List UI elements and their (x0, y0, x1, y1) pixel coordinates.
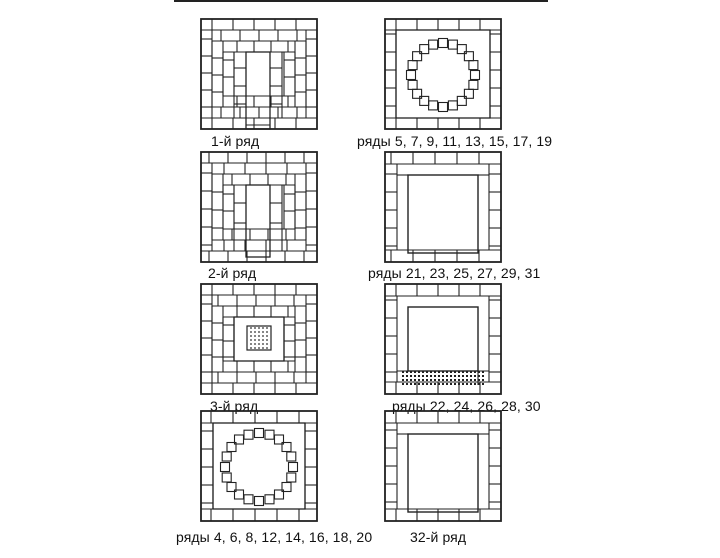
outer-wall (385, 19, 501, 129)
diagram-row-32 (384, 410, 502, 522)
diagram-row-1 (200, 18, 318, 130)
grate-block (439, 103, 448, 112)
caption-rows-22-30: ряды 22, 24, 26, 28, 30 (392, 398, 541, 414)
grate-block (407, 71, 416, 80)
outer-wall (201, 411, 317, 521)
caption-rows-21-31: ряды 21, 23, 25, 27, 29, 31 (368, 265, 541, 281)
grate (247, 326, 271, 350)
grate-block (471, 71, 480, 80)
chamber (408, 434, 478, 512)
firebox-wall (396, 30, 490, 118)
caption-rows-4-20: ряды 4, 6, 8, 12, 14, 16, 18, 20 (176, 529, 373, 545)
outer-wall (385, 284, 501, 394)
outer-wall (385, 411, 501, 521)
top-rule (174, 0, 548, 2)
grate-block (464, 89, 473, 98)
grate-block (255, 497, 264, 506)
outer-wall (385, 152, 501, 262)
grate-block (289, 463, 298, 472)
grate-block (448, 40, 457, 49)
grate-block (469, 80, 478, 89)
grate-block (429, 101, 438, 110)
grate-block (222, 473, 231, 482)
grate-block (464, 52, 473, 61)
caption-row-2: 2-й ряд (208, 265, 257, 281)
grate-block (469, 61, 478, 70)
grate-block (221, 463, 230, 472)
grate-block (265, 430, 274, 439)
diagram-rows-21-31 (384, 151, 502, 263)
grate-block (265, 495, 274, 504)
grate-block (255, 429, 264, 438)
diagram-row-3 (200, 283, 318, 395)
caption-row-1: 1-й ряд (211, 133, 260, 149)
grate-block (448, 101, 457, 110)
diagram-row-2 (200, 151, 318, 263)
caption-row-32: 32-й ряд (410, 529, 467, 545)
caption-rows-5-19: ряды 5, 7, 9, 11, 13, 15, 17, 19 (357, 133, 553, 149)
outer-wall (201, 152, 317, 262)
grate-block (244, 495, 253, 504)
diagram-rows-4-20 (200, 410, 318, 522)
diagram-rows-5-19 (384, 18, 502, 130)
chamber (408, 307, 478, 371)
grate-block (287, 452, 296, 461)
grate-block (439, 39, 448, 48)
diagram-rows-22-30 (384, 283, 502, 395)
grate-block (287, 473, 296, 482)
chamber (408, 175, 478, 253)
grate-block (222, 452, 231, 461)
grate-block (408, 61, 417, 70)
grate-block (408, 80, 417, 89)
caption-row-3: 3-й ряд (210, 398, 259, 414)
grate-block (244, 430, 253, 439)
grate-block (429, 40, 438, 49)
